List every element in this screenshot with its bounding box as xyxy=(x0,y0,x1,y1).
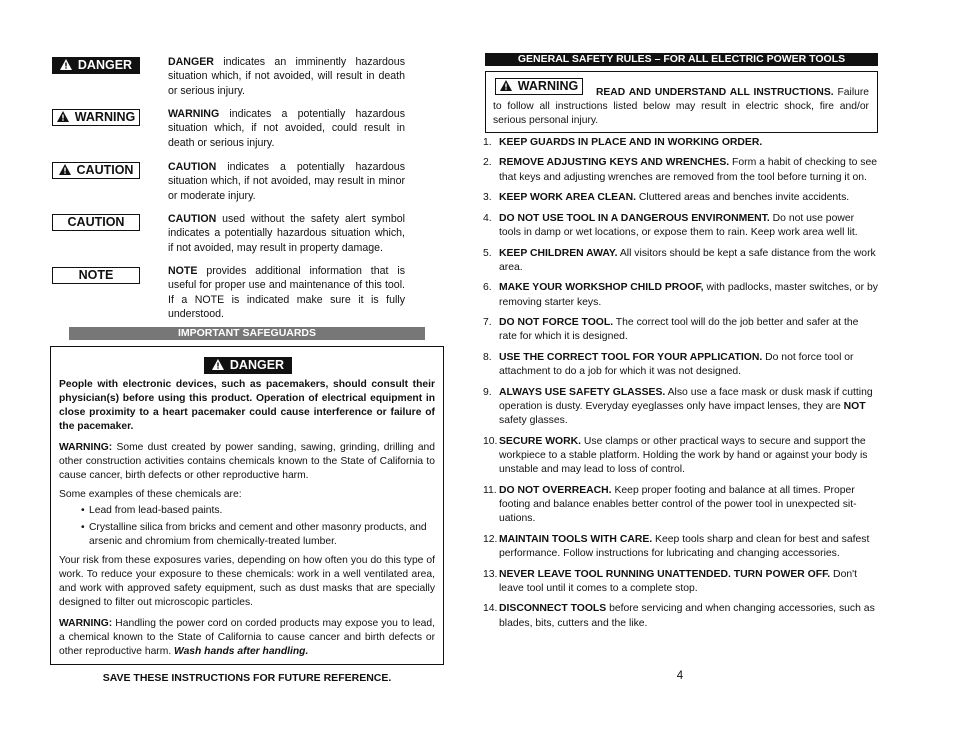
list-item xyxy=(483,281,878,310)
note-label: NOTE xyxy=(78,268,114,282)
warning-label: WARNING xyxy=(74,110,136,124)
risk-text: Your risk from these exposures varies, depending on how often you do this type of work. To reduce your exposure to these chemicals: work in a well ventilated area, and work with approved safety equipment, such as dust masks that are specially designed to filter out microscopic particles. xyxy=(59,555,435,608)
rule-heading: KEEP GUARDS IN PLACE AND IN WORKING ORDER. xyxy=(499,137,763,148)
caution-nosymbol-label: CAUTION xyxy=(67,215,125,229)
danger-description xyxy=(168,55,405,98)
list-item xyxy=(483,212,878,241)
warning-triangle-icon xyxy=(57,111,69,122)
list-item xyxy=(483,568,878,597)
chemical-examples-list xyxy=(59,504,435,549)
lead-warning-text: Handling the power cord on corded products may expose you to lead, a chemical known to the State of California to cause cancer and birth defects or other reproductive harm. xyxy=(59,618,435,657)
rule-heading: DO NOT FORCE TOOL. xyxy=(499,317,614,329)
note-description xyxy=(168,264,405,321)
rule-number: 12. xyxy=(483,533,498,545)
read-instructions-text xyxy=(493,86,869,129)
caution-nosymbol-description xyxy=(168,212,405,255)
list-item xyxy=(483,156,878,185)
caution-term: CAUTION xyxy=(168,161,217,173)
rule-text-end: safety glasses. xyxy=(499,415,568,427)
list-item xyxy=(483,533,878,562)
list-item xyxy=(483,602,878,631)
rule-number: 13. xyxy=(483,568,498,580)
caution-label-box xyxy=(52,162,140,179)
general-warning-label: WARNING xyxy=(517,79,579,93)
rule-text: Cluttered areas and benches invite accidents. xyxy=(636,192,850,204)
list-item xyxy=(483,316,878,345)
list-item xyxy=(483,435,878,478)
general-warning-box xyxy=(485,71,878,133)
lead-warning xyxy=(59,617,435,659)
rule-heading: REMOVE ADJUSTING KEYS AND WRENCHES. xyxy=(499,157,730,169)
wash-hands-emphasis: Wash hands after handling. xyxy=(174,646,309,657)
general-safety-header xyxy=(485,53,878,66)
read-instructions-bold: READ AND UNDERSTAND ALL INSTRUCTIONS. xyxy=(596,87,834,98)
rule-text: All visitors should be kept a safe distance from the work area. xyxy=(499,247,876,273)
rule-number: 3. xyxy=(483,192,492,204)
caution-nosymbol-term: CAUTION xyxy=(168,213,217,225)
rule-heading: MAKE YOUR WORKSHOP CHILD PROOF, xyxy=(499,282,704,294)
rule-number: 11. xyxy=(483,484,497,496)
warning-triangle-icon xyxy=(60,59,72,70)
safeguards-danger-label-box xyxy=(204,357,292,374)
list-item xyxy=(483,191,878,205)
rule-text: Do not force tool or attachment to do a job for which it was not designed. xyxy=(499,351,854,378)
safeguards-danger-label: DANGER xyxy=(229,358,285,372)
list-item xyxy=(483,484,878,527)
warning-description xyxy=(168,107,405,150)
general-safety-title: GENERAL SAFETY RULES – FOR ALL ELECTRIC POWER TOOLS xyxy=(517,53,846,65)
list-item xyxy=(483,136,878,150)
rule-text: Do not use power tools in damp or wet locations, or expose them to rain. Keep work area well lit. xyxy=(499,212,858,239)
rule-emphasis: NOT xyxy=(843,400,866,412)
dust-warning xyxy=(59,441,435,483)
rule-text: before servicing and when changing accessories, such as blades, bits, cutters and the like. xyxy=(499,603,875,629)
page-number: 4 xyxy=(676,670,684,682)
rule-number: 8. xyxy=(483,351,492,363)
danger-text: indicates an imminently hazardous situation which, if not avoided, will result in death or serious injury. xyxy=(168,56,405,97)
caution-description xyxy=(168,160,405,203)
rule-heading: MAINTAIN TOOLS WITH CARE. xyxy=(499,533,653,545)
important-safeguards-header xyxy=(69,327,425,340)
list-item-text: Crystalline silica from bricks and cement and other masonry products, and arsenic and chromium from chemically-treated lumber. xyxy=(89,522,427,547)
rule-number: 2. xyxy=(483,157,492,169)
rule-heading: USE THE CORRECT TOOL FOR YOUR APPLICATION. xyxy=(499,351,763,363)
rule-number: 1. xyxy=(483,137,492,148)
save-instructions-footer: SAVE THESE INSTRUCTIONS FOR FUTURE REFERENCE. xyxy=(102,672,392,684)
list-item-text: Lead from lead-based paints. xyxy=(89,505,223,516)
pacemaker-warning: People with electronic devices, such as pacemakers, should consult their physician(s) before using this product. Operation of electrical equipment in close proximity to a heart pacemaker could cause interference or failure of the pacemaker. xyxy=(59,379,435,432)
rule-heading: DO NOT USE TOOL IN A DANGEROUS ENVIRONMENT. xyxy=(499,212,770,224)
danger-label: DANGER xyxy=(77,58,133,72)
rule-text: The correct tool will do the job better and safer at the rate for which it is designed. xyxy=(499,317,859,343)
list-item xyxy=(483,351,878,380)
warning-label-box xyxy=(52,109,140,126)
examples-intro: Some examples of these chemicals are: xyxy=(59,489,242,500)
rule-number: 9. xyxy=(483,386,492,398)
caution-label: CAUTION xyxy=(76,163,134,177)
safeguards-box xyxy=(50,346,444,665)
danger-label-box xyxy=(52,57,140,74)
rule-heading: KEEP WORK AREA CLEAN. xyxy=(499,192,637,204)
rule-text: Use clamps or other practical ways to secure and support the workpiece to a stable platform. Holding the work by hand or against your body is unstable and may lead to loss of control. xyxy=(499,435,868,476)
list-item xyxy=(483,386,878,429)
rule-text: Also use a face mask or dusk mask if cutting operation is dusty. Everyday eyeglasses only have impact lenses, they are xyxy=(499,386,873,412)
note-text: provides additional information that is useful for proper use and maintenance of this tool. If a NOTE is indicated make sure it is fully understood. xyxy=(168,265,405,320)
rule-heading: ALWAYS USE SAFETY GLASSES. xyxy=(499,386,666,398)
rule-number: 4. xyxy=(483,212,492,224)
note-term: NOTE xyxy=(168,265,198,277)
important-safeguards-title: IMPORTANT SAFEGUARDS xyxy=(177,327,317,339)
read-instructions-rest: Failure to follow all instructions listed below may result in electric shock, fire and/or serious personal injury. xyxy=(493,87,869,127)
rule-heading: SECURE WORK. xyxy=(499,435,581,447)
caution-nosymbol-label-box xyxy=(52,214,140,231)
list-item: • Crystalline silica from bricks and cement and other masonry products, and arsenic and chromium from chemically-treated lumber. xyxy=(81,522,427,547)
warning-text: indicates a potentially hazardous situation which, if not avoided, could result in death or serious injury. xyxy=(168,108,405,149)
rule-number: 6. xyxy=(483,282,492,294)
danger-term: DANGER xyxy=(168,56,214,68)
lead-warning-label: WARNING: xyxy=(59,618,113,629)
dust-warning-label: WARNING: xyxy=(59,442,113,453)
caution-text: indicates a potentially hazardous situation which, if not avoided, may result in minor or moderate injury. xyxy=(168,161,405,202)
rule-text: Keep tools sharp and clean for best and safest performance. Follow instructions for lubricating and changing accessories. xyxy=(499,533,870,560)
caution-nosymbol-text: used without the safety alert symbol indicates a potentially hazardous situation which, if not avoided, may result in property damage. xyxy=(168,213,405,254)
note-label-box xyxy=(52,267,140,284)
rule-heading: NEVER LEAVE TOOL RUNNING UNATTENDED. TURN POWER OFF. xyxy=(499,568,831,580)
rule-text: Form a habit of checking to see that keys and adjusting wrenches are removed from the tool before turning it on. xyxy=(499,157,878,183)
list-item: • Lead from lead-based paints. xyxy=(81,505,223,516)
rule-text: Don't leave tool until it comes to a complete stop. xyxy=(499,568,857,594)
rule-number: 7. xyxy=(483,317,492,329)
rule-heading: DISCONNECT TOOLS xyxy=(499,603,607,615)
warning-triangle-icon xyxy=(59,164,71,175)
rule-heading: KEEP CHILDREN AWAY. xyxy=(499,247,618,259)
dust-warning-text: Some dust created by power sanding, sawing, grinding, drilling and other construction activities contains chemicals known to the State of California to cause cancer, birth defects or other reproductive harm. xyxy=(59,442,435,481)
warning-triangle-icon xyxy=(212,359,224,370)
rule-text: Keep proper footing and balance at all times. Proper footing and balance enables better control of the power tool in unexpected sit-uations. xyxy=(499,484,857,525)
rule-heading: DO NOT OVERREACH. xyxy=(499,484,612,496)
rule-number: 14. xyxy=(483,603,498,615)
rule-number: 10. xyxy=(483,435,498,447)
safety-rules-list xyxy=(483,136,878,637)
rule-text: with padlocks, master switches, or by removing starter keys. xyxy=(499,282,878,308)
list-item xyxy=(483,247,878,276)
rule-number: 5. xyxy=(483,247,492,259)
warning-term: WARNING xyxy=(168,108,220,120)
